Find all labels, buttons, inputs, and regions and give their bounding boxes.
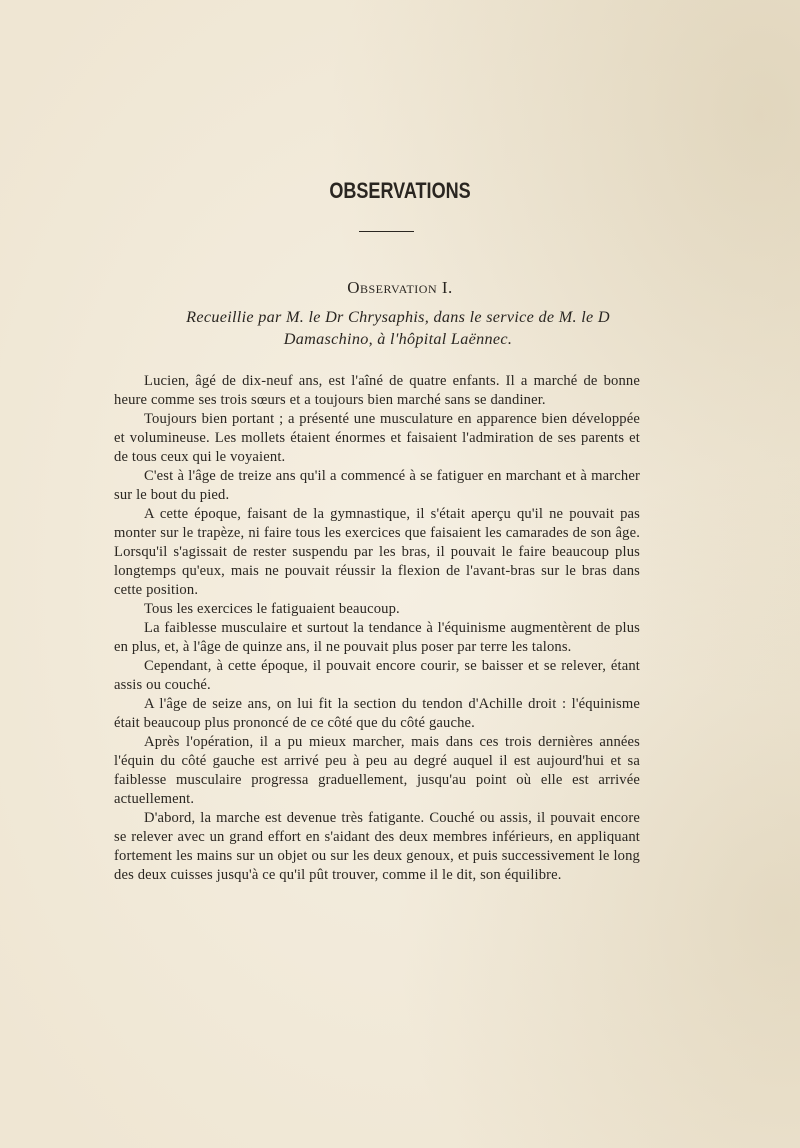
- subtitle-line-1: Recueillie par M. le Dr Chrysaphis, dans le service de M. le D: [186, 308, 610, 326]
- paragraph: Toujours bien portant ; a présenté une musculature en apparence bien développée et volumineuse. Les mollets étaient énormes et faisaient l'admiration de ses parents et de tous ceux qui le voyaient.: [114, 411, 640, 465]
- heading-rule: [359, 231, 414, 232]
- paragraph: Tous les exercices le fatiguaient beaucoup.: [144, 601, 400, 617]
- body-text: [114, 372, 640, 885]
- paragraph: Cependant, à cette époque, il pouvait encore courir, se baisser et se relever, étant assis ou couché.: [114, 658, 640, 693]
- paragraph: A l'âge de seize ans, on lui fit la section du tendon d'Achille droit : l'équinisme était beaucoup plus prononcé de ce côté que du côté gauche.: [114, 696, 640, 731]
- paragraph: D'abord, la marche est devenue très fatigante. Couché ou assis, il pouvait encore se relever avec un grand effort en s'aidant des deux membres inférieurs, en appliquant fortement les mains sur un objet ou sur les deux genoux, et puis successivement le long des deux cuisses jusqu'à ce qu'il pût trouver, comme il le dit, son équilibre.: [114, 810, 640, 883]
- observation-subtitle: [118, 306, 678, 350]
- paragraph: Après l'opération, il a pu mieux marcher, mais dans ces trois dernières années l'équin du côté gauche est arrivé peu à peu au degré auquel il est aujourd'hui et sa faiblesse musculaire progressa graduellement, jusqu'au point où elle est arrivée actuellement.: [114, 734, 640, 807]
- paragraph: Lucien, âgé de dix-neuf ans, est l'aîné de quatre enfants. Il a marché de bonne heure comme ses trois sœurs et a toujours bien marché sans se dandiner.: [114, 373, 640, 408]
- paragraph: A cette époque, faisant de la gymnastique, il s'était aperçu qu'il ne pouvait pas monter sur le trapèze, ni faire tous les exercices que faisaient les camarades de son âge. Lorsqu'il s'agissait de rester suspendu par les bras, il pouvait le faire beaucoup plus longtemps qu'eux, mais ne pouvait réussir la flexion de l'avant-bras sur le bras dans cette position.: [114, 506, 640, 598]
- paragraph: La faiblesse musculaire et surtout la tendance à l'équinisme augmentèrent de plus en plus, et, à l'âge de quinze ans, il ne pouvait plus poser par terre les talons.: [114, 620, 640, 655]
- page-heading: OBSERVATIONS: [329, 178, 471, 203]
- paragraph: C'est à l'âge de treize ans qu'il a commencé à se fatiguer en marchant et à marcher sur le bout du pied.: [114, 468, 640, 503]
- subtitle-line-2: Damaschino, à l'hôpital Laënnec.: [283, 330, 513, 348]
- observation-title: Observation I.: [347, 278, 453, 297]
